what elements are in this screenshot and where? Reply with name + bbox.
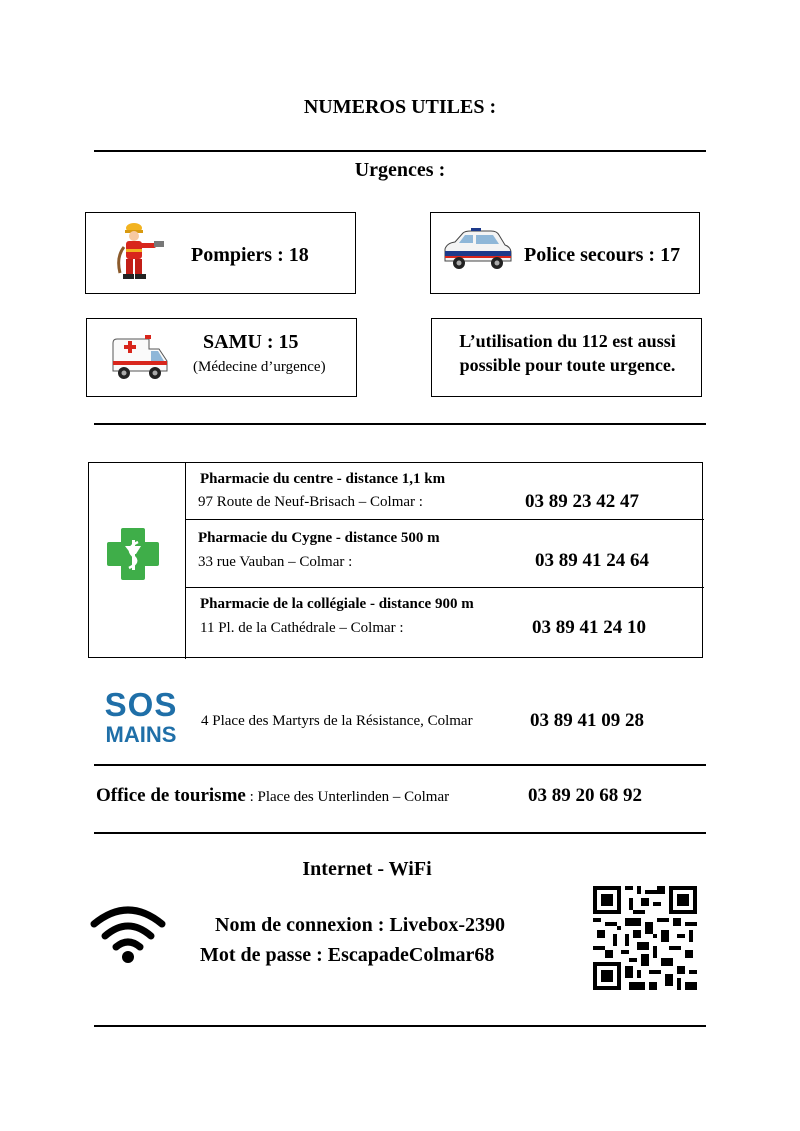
pharmacy-cross-icon xyxy=(105,526,161,582)
note-line-1: L’utilisation du 112 est aussi xyxy=(459,331,676,351)
pharmacy-phone[interactable]: 03 89 23 42 47 xyxy=(525,491,639,512)
divider xyxy=(94,1025,706,1027)
pharmacy-phone[interactable]: 03 89 41 24 10 xyxy=(532,617,646,638)
emergency-heading: Urgences : xyxy=(354,159,446,181)
police-card xyxy=(430,212,700,294)
row-divider xyxy=(185,519,704,520)
police-car-icon xyxy=(441,227,513,275)
samu-card xyxy=(86,318,357,397)
wifi-password[interactable]: Mot de passe : EscapadeColmar68 xyxy=(200,944,495,966)
samu-number: SAMU : 15 xyxy=(203,331,299,353)
pharmacy-phone[interactable]: 03 89 41 24 64 xyxy=(535,550,649,571)
wifi-icon xyxy=(90,906,166,964)
page-title: NUMEROS UTILES : xyxy=(303,96,497,118)
qr-code xyxy=(593,886,697,990)
sos-logo-text: SOS xyxy=(104,686,178,723)
sos-mains-phone[interactable]: 03 89 41 09 28 xyxy=(530,710,644,731)
column-divider xyxy=(185,463,186,659)
wifi-ssid[interactable]: Nom de connexion : Livebox-2390 xyxy=(215,914,505,936)
row-divider xyxy=(185,587,704,588)
pharmacy-address: 11 Pl. de la Cathédrale – Colmar : xyxy=(200,620,404,636)
firefighters-card xyxy=(85,212,356,294)
divider xyxy=(94,832,706,834)
sos-mains-address: 4 Place des Martyrs de la Résistance, Colmar xyxy=(201,713,473,729)
divider xyxy=(94,764,706,766)
samu-subtitle: (Médecine d’urgence) xyxy=(193,359,326,375)
pharmacy-name: Pharmacie de la collégiale - distance 900 m xyxy=(200,596,474,612)
firefighter-icon xyxy=(114,221,166,281)
divider xyxy=(94,150,706,152)
ambulance-icon xyxy=(109,333,171,383)
tourism-line xyxy=(96,785,449,807)
pharmacy-table xyxy=(88,462,703,658)
divider xyxy=(94,423,706,425)
sos-mains-logo xyxy=(100,686,182,747)
pharmacy-address: 97 Route de Neuf-Brisach – Colmar : xyxy=(198,494,423,510)
tourism-label: Office de tourisme xyxy=(96,785,246,806)
tourism-address: : Place des Unterlinden – Colmar xyxy=(245,789,450,805)
firefighters-number: Pompiers : 18 xyxy=(191,244,309,266)
pharmacy-name: Pharmacie du Cygne - distance 500 m xyxy=(198,530,440,546)
tourism-phone[interactable]: 03 89 20 68 92 xyxy=(528,785,642,806)
emergency-112-note xyxy=(431,318,702,397)
pharmacy-address: 33 rue Vauban – Colmar : xyxy=(198,554,353,570)
note-line-2: possible pour toute urgence. xyxy=(459,355,676,375)
police-number: Police secours : 17 xyxy=(524,244,681,266)
mains-logo-text: MAINS xyxy=(105,722,177,747)
pharmacy-name: Pharmacie du centre - distance 1,1 km xyxy=(200,471,446,487)
wifi-heading: Internet - WiFi xyxy=(302,858,432,880)
